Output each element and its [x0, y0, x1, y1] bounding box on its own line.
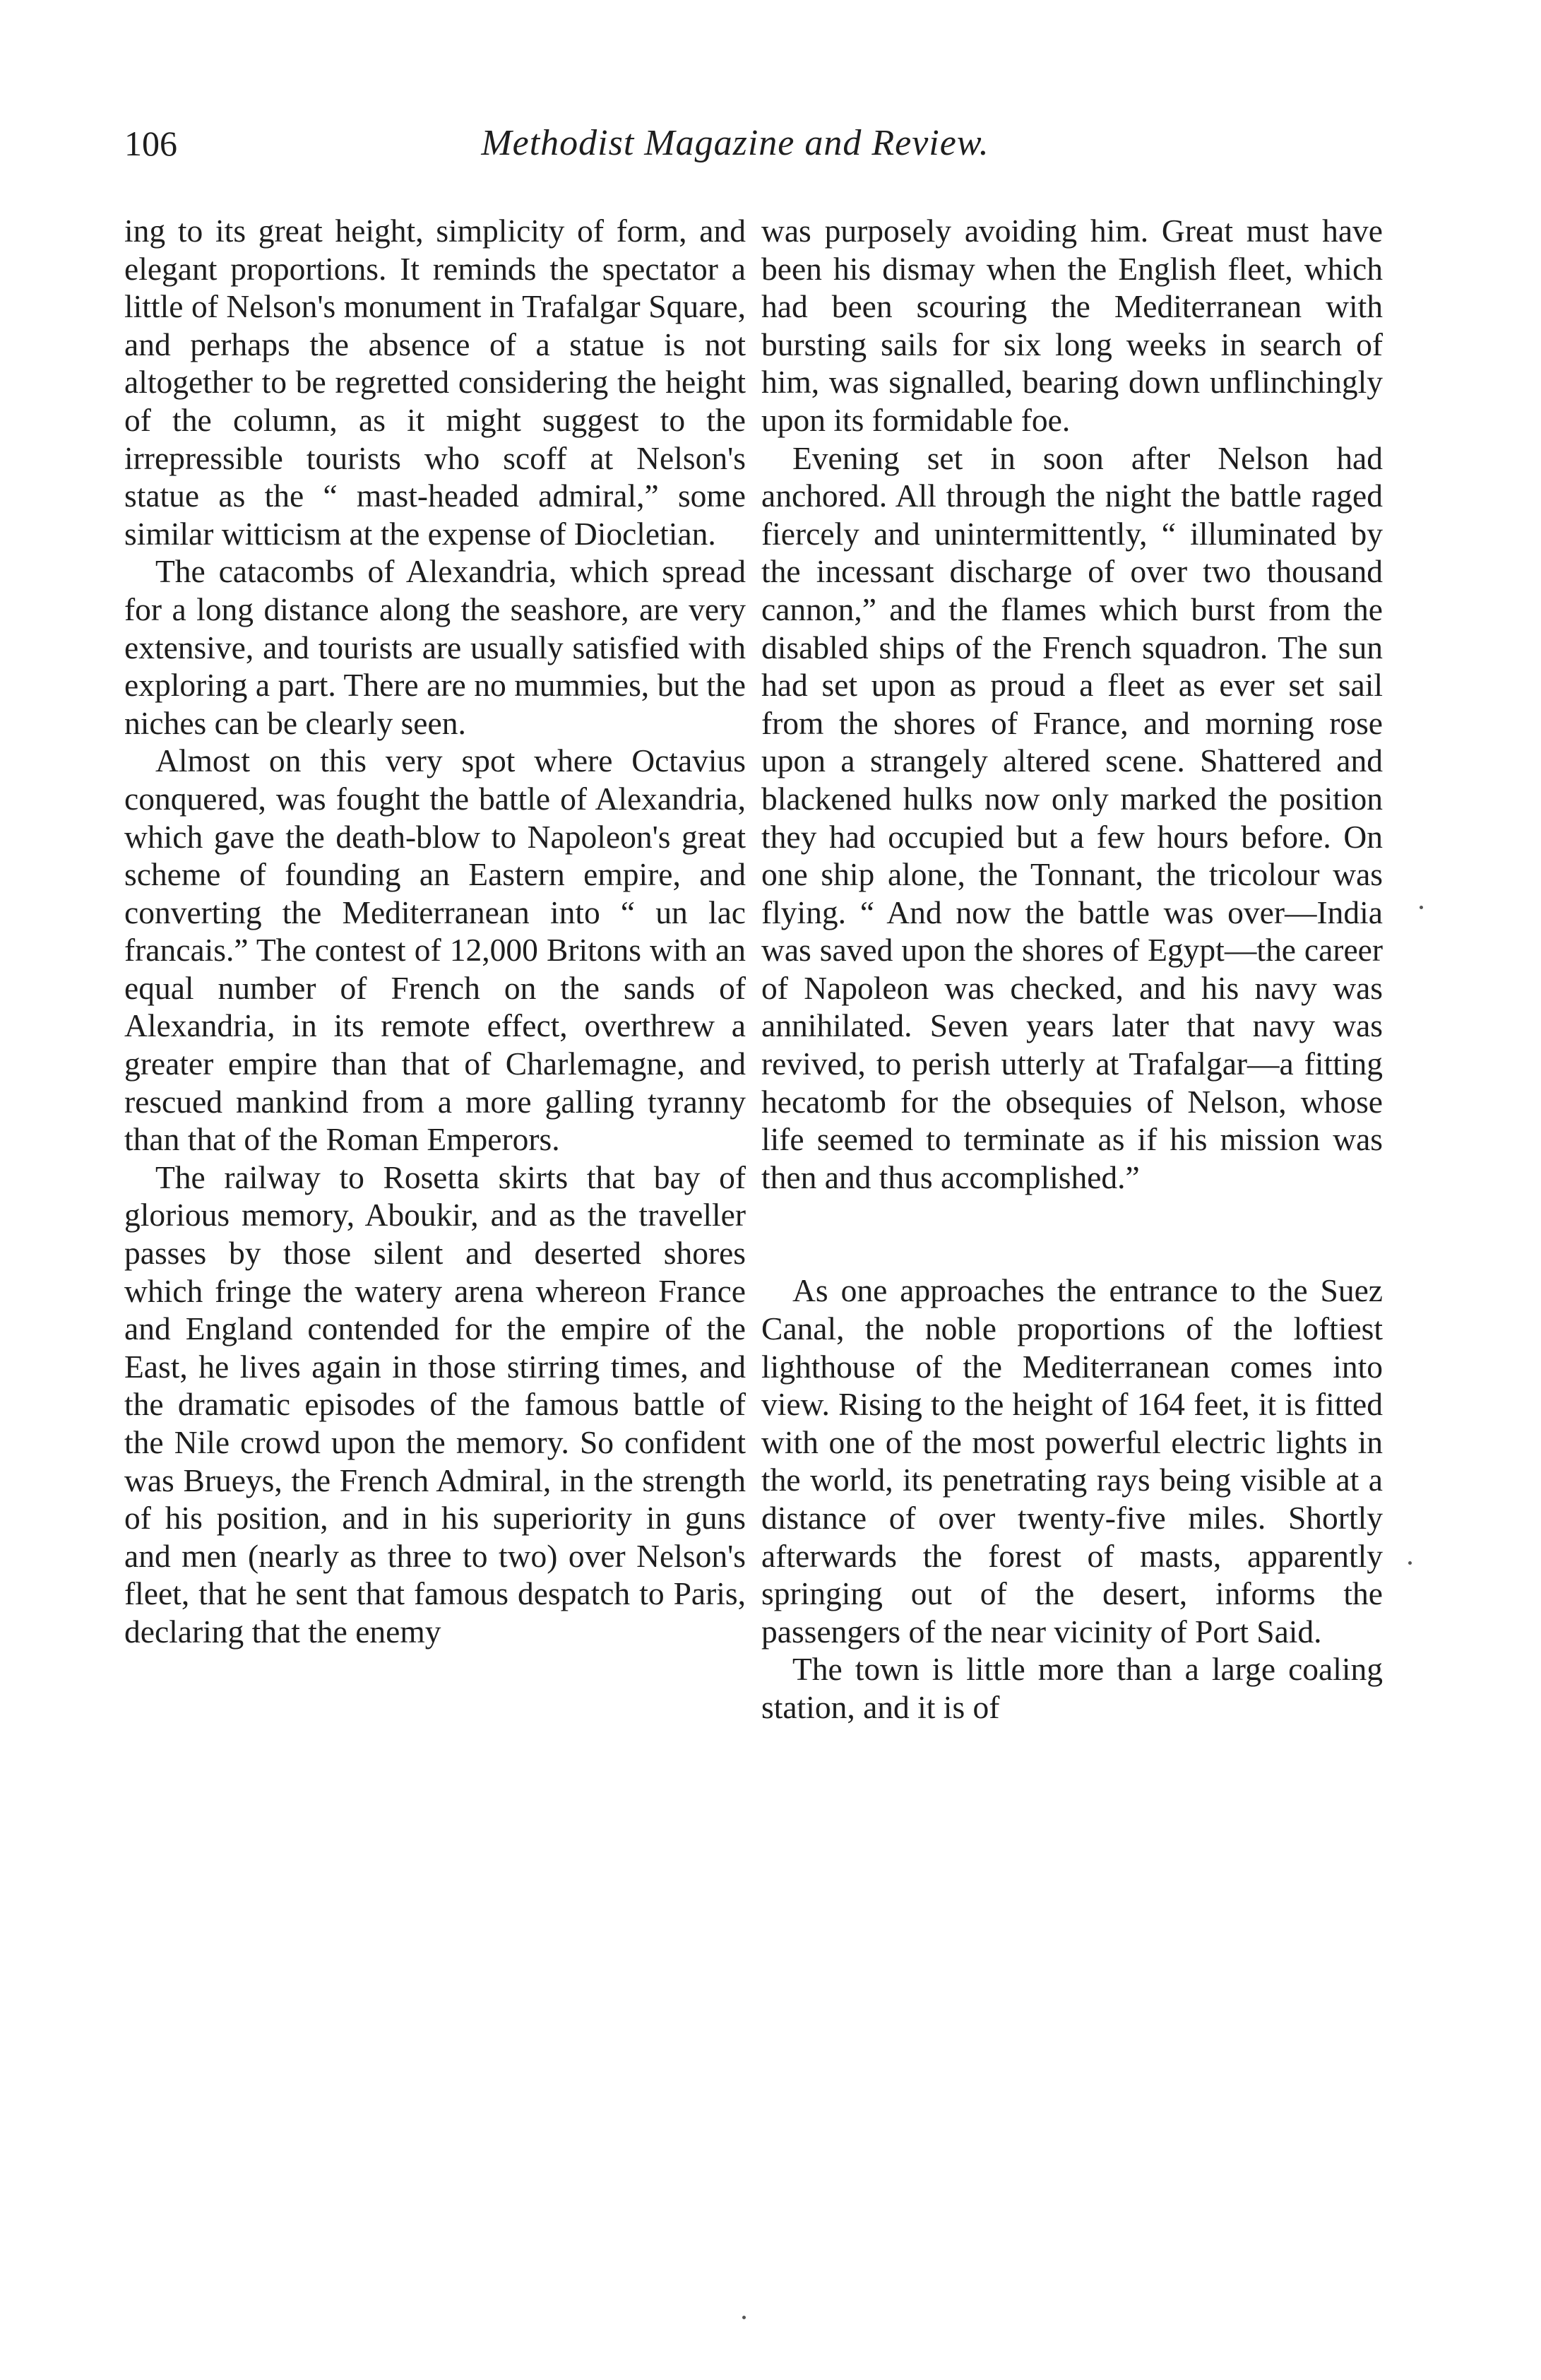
right-column [761, 212, 1383, 1727]
paragraph: ing to its great height, simplicity of form, and elegant proportions. It reminds the spectator a little of Nelson's monument in Trafalgar Square, and perhaps the absence of a statue is not altogether to be regretted considering the height of the column, as it might suggest to the irrepressible tourists who scoff at Nelson's statue as the “ mast-headed admiral,” some similar witticism at the expense of Diocletian. [124, 213, 746, 552]
paragraph: The catacombs of Alexandria, which spread for a long distance along the seashore, are very extensive, and tourists are usually satisfied with exploring a part. There are no mummies, but the niches can be clearly seen. [124, 553, 746, 741]
paragraph: Evening set in soon after Nelson had anchored. All through the night the battle raged fiercely and unintermittently, “ illuminated by the incessant discharge of over two thousand cannon,” and the flames which burst from the disabled ships of the French squadron. The sun had set upon as proud a fleet as ever set sail from the shores of France, and morning rose upon a strangely altered scene. Shattered and blackened hulks now only marked the position they had occupied but a few hours before. On one ship alone, the Tonnant, the tricolour was flying. “ And now the battle was over—India was saved upon the shores of Egypt—the career of Napoleon was checked, and his navy was annihilated. Seven years later that navy was revived, to perish utterly at Trafalgar—a fitting hecatomb for the obsequies of Nelson, whose life seemed to terminate as if his mission was then and thus accomplished.” [761, 439, 1383, 1195]
paragraph: Almost on this very spot where Octavius conquered, was fought the battle of Alexandria, which gave the death-blow to Napoleon's great scheme of founding an Eastern empire, and converting the Mediterranean into “ un lac francais.” The contest of 12,000 Britons with an equal number of French on the sands of Alexandria, in its remote effect, overthrew a greater empire than that of Charlemagne, and rescued mankind from a more galling tyranny than that of the Roman Emperors. [124, 742, 746, 1158]
print-speck [1420, 906, 1423, 909]
running-title: Methodist Magazine and Review. [481, 123, 989, 163]
left-column [124, 212, 746, 1651]
page-number: 106 [124, 124, 177, 163]
print-speck [742, 2316, 746, 2319]
paragraph: The town is little more than a large coaling station, and it is of [761, 1651, 1383, 1725]
paragraph: As one approaches the entrance to the Suez Canal, the noble proportions of the loftiest lighthouse of the Mediterranean comes into view. Rising to the height of 164 feet, it is fitted with one of the most powerful electric lights in the world, its penetrating rays being visible at a distance of over twenty-five miles. Shortly afterwards the forest of masts, apparently springing out of the desert, informs the passengers of the near vicinity of Port Said. [761, 1272, 1383, 1650]
print-speck [1408, 1561, 1412, 1565]
page-header [124, 119, 1346, 168]
paragraph: was purposely avoiding him. Great must have been his dismay when the English fleet, which had been scouring the Mediterranean with bursting sails for six long weeks in search of him, was signalled, bearing down unflinchingly upon its formidable foe. [761, 213, 1383, 438]
paragraph: The railway to Rosetta skirts that bay of glorious memory, Aboukir, and as the traveller passes by those silent and deserted shores which fringe the watery arena whereon France and England contended for the empire of the East, he lives again in those stirring times, and the dramatic episodes of the famous battle of the Nile crowd upon the memory. So confident was Brueys, the French Admiral, in the strength of his position, and in his superiority in guns and men (nearly as three to two) over Nelson's fleet, that he sent that famous despatch to Paris, declaring that the enemy [124, 1159, 746, 1650]
